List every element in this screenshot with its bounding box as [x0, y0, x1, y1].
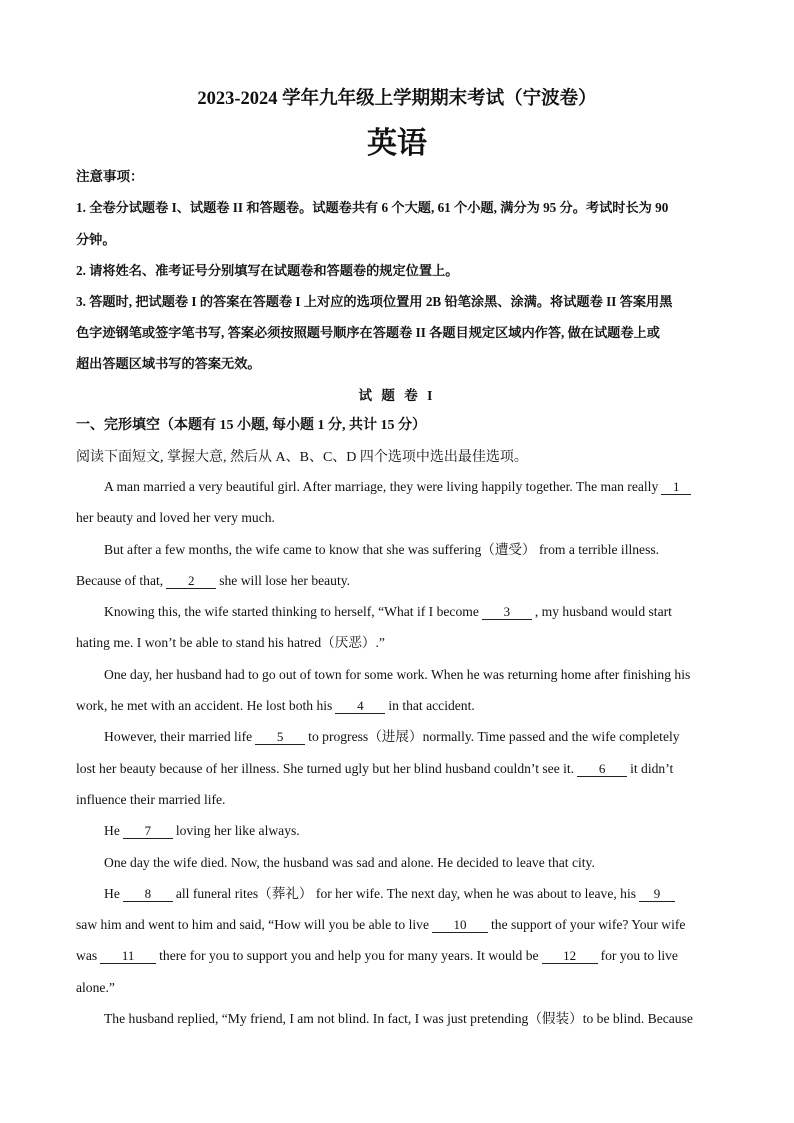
passage-line: hating me. I won’t be able to stand his hatred（厌恶）.”: [76, 635, 385, 651]
passage-line: work, he met with an accident. He lost both his 4 in that accident.: [76, 698, 475, 714]
passage-line: lost her beauty because of her illness. She turned ugly but her blind husband couldn’t see it. 6 it didn’t: [76, 760, 674, 776]
blank-12: 12: [542, 948, 598, 964]
blank-3: 3: [482, 604, 532, 620]
passage-line: The husband replied, “My friend, I am not blind. In fact, I was just pretending（假装）to be blind. Because: [104, 1011, 693, 1027]
notice-line-6: 超出答题区域书写的答案无效。: [76, 356, 261, 371]
subject-title: 英语: [367, 127, 427, 160]
notice-line-2: 分钟。: [76, 232, 116, 247]
passage-line: was 11 there for you to support you and help you for many years. It would be 12 for you to live: [76, 948, 678, 964]
blank-10: 10: [432, 917, 488, 933]
instruction: 阅读下面短文, 掌握大意, 然后从 A、B、C、D 四个选项中选出最佳选项。: [76, 450, 528, 465]
passage-line: He 7 loving her like always.: [104, 823, 300, 839]
passage-line: One day, her husband had to go out of town for some work. When he was returning home after finishing his: [104, 666, 691, 682]
passage-line: alone.”: [76, 979, 115, 995]
blank-1: 1: [661, 479, 691, 495]
blank-4: 4: [335, 698, 385, 714]
passage-line: Knowing this, the wife started thinking to herself, “What if I become 3 , my husband would start: [104, 604, 672, 620]
passage-line: Because of that, 2 she will lose her beauty.: [76, 572, 351, 588]
section-title: 试 题 卷 I: [358, 388, 436, 403]
blank-6: 6: [577, 761, 627, 777]
blank-9: 9: [639, 886, 675, 902]
passage-line: saw him and went to him and said, “How will you be able to live 10 the support of your wife? Your wife: [76, 917, 686, 933]
exam-title: 2023-2024 学年九年级上学期期末考试（宁波卷）: [197, 89, 597, 109]
blank-5: 5: [255, 729, 305, 745]
passage-line: However, their married life 5 to progress（进展）normally. Time passed and the wife completely: [104, 729, 680, 745]
passage-line: But after a few months, the wife came to know that she was suffering（遭受） from a terrible illness.: [104, 541, 660, 557]
blank-8: 8: [123, 886, 173, 902]
passage-line: A man married a very beautiful girl. After marriage, they were living happily together. The man really 1: [76, 471, 718, 502]
passage-line: her beauty and loved her very much.: [76, 510, 275, 526]
blank-11: 11: [100, 948, 156, 964]
notice-heading: 注意事项：: [76, 169, 144, 184]
part-heading: 一、完形填空（本题有 15 小题, 每小题 1 分, 共计 15 分）: [76, 418, 426, 433]
blank-7: 7: [123, 823, 173, 839]
notice-line-4: 3. 答题时, 把试题卷 I 的答案在答题卷 I 上对应的选项位置用 2B 铅笔涂黑、涂满。将试题卷 II 答案用黑: [76, 294, 673, 309]
notice-line-1: 1. 全卷分试题卷 I、试题卷 II 和答题卷。试题卷共有 6 个大题, 61 个小题, 满分为 95 分。考试时长为 90: [76, 200, 669, 215]
notice-line-5: 色字迹钢笔或签字笔书写, 答案必须按照题号顺序在答题卷 II 各题目规定区域内作答, 做在试题卷上或: [76, 325, 660, 340]
blank-2: 2: [166, 573, 216, 589]
passage-line: influence their married life.: [76, 791, 226, 807]
passage-line: He 8 all funeral rites（葬礼） for her wife. The next day, when he was about to leave, his 9: [76, 878, 718, 909]
notice-line-3: 2. 请将姓名、准考证号分别填写在试题卷和答题卷的规定位置上。: [76, 263, 459, 278]
passage: [76, 471, 718, 1034]
passage-line: One day the wife died. Now, the husband was sad and alone. He decided to leave that city.: [104, 854, 595, 870]
